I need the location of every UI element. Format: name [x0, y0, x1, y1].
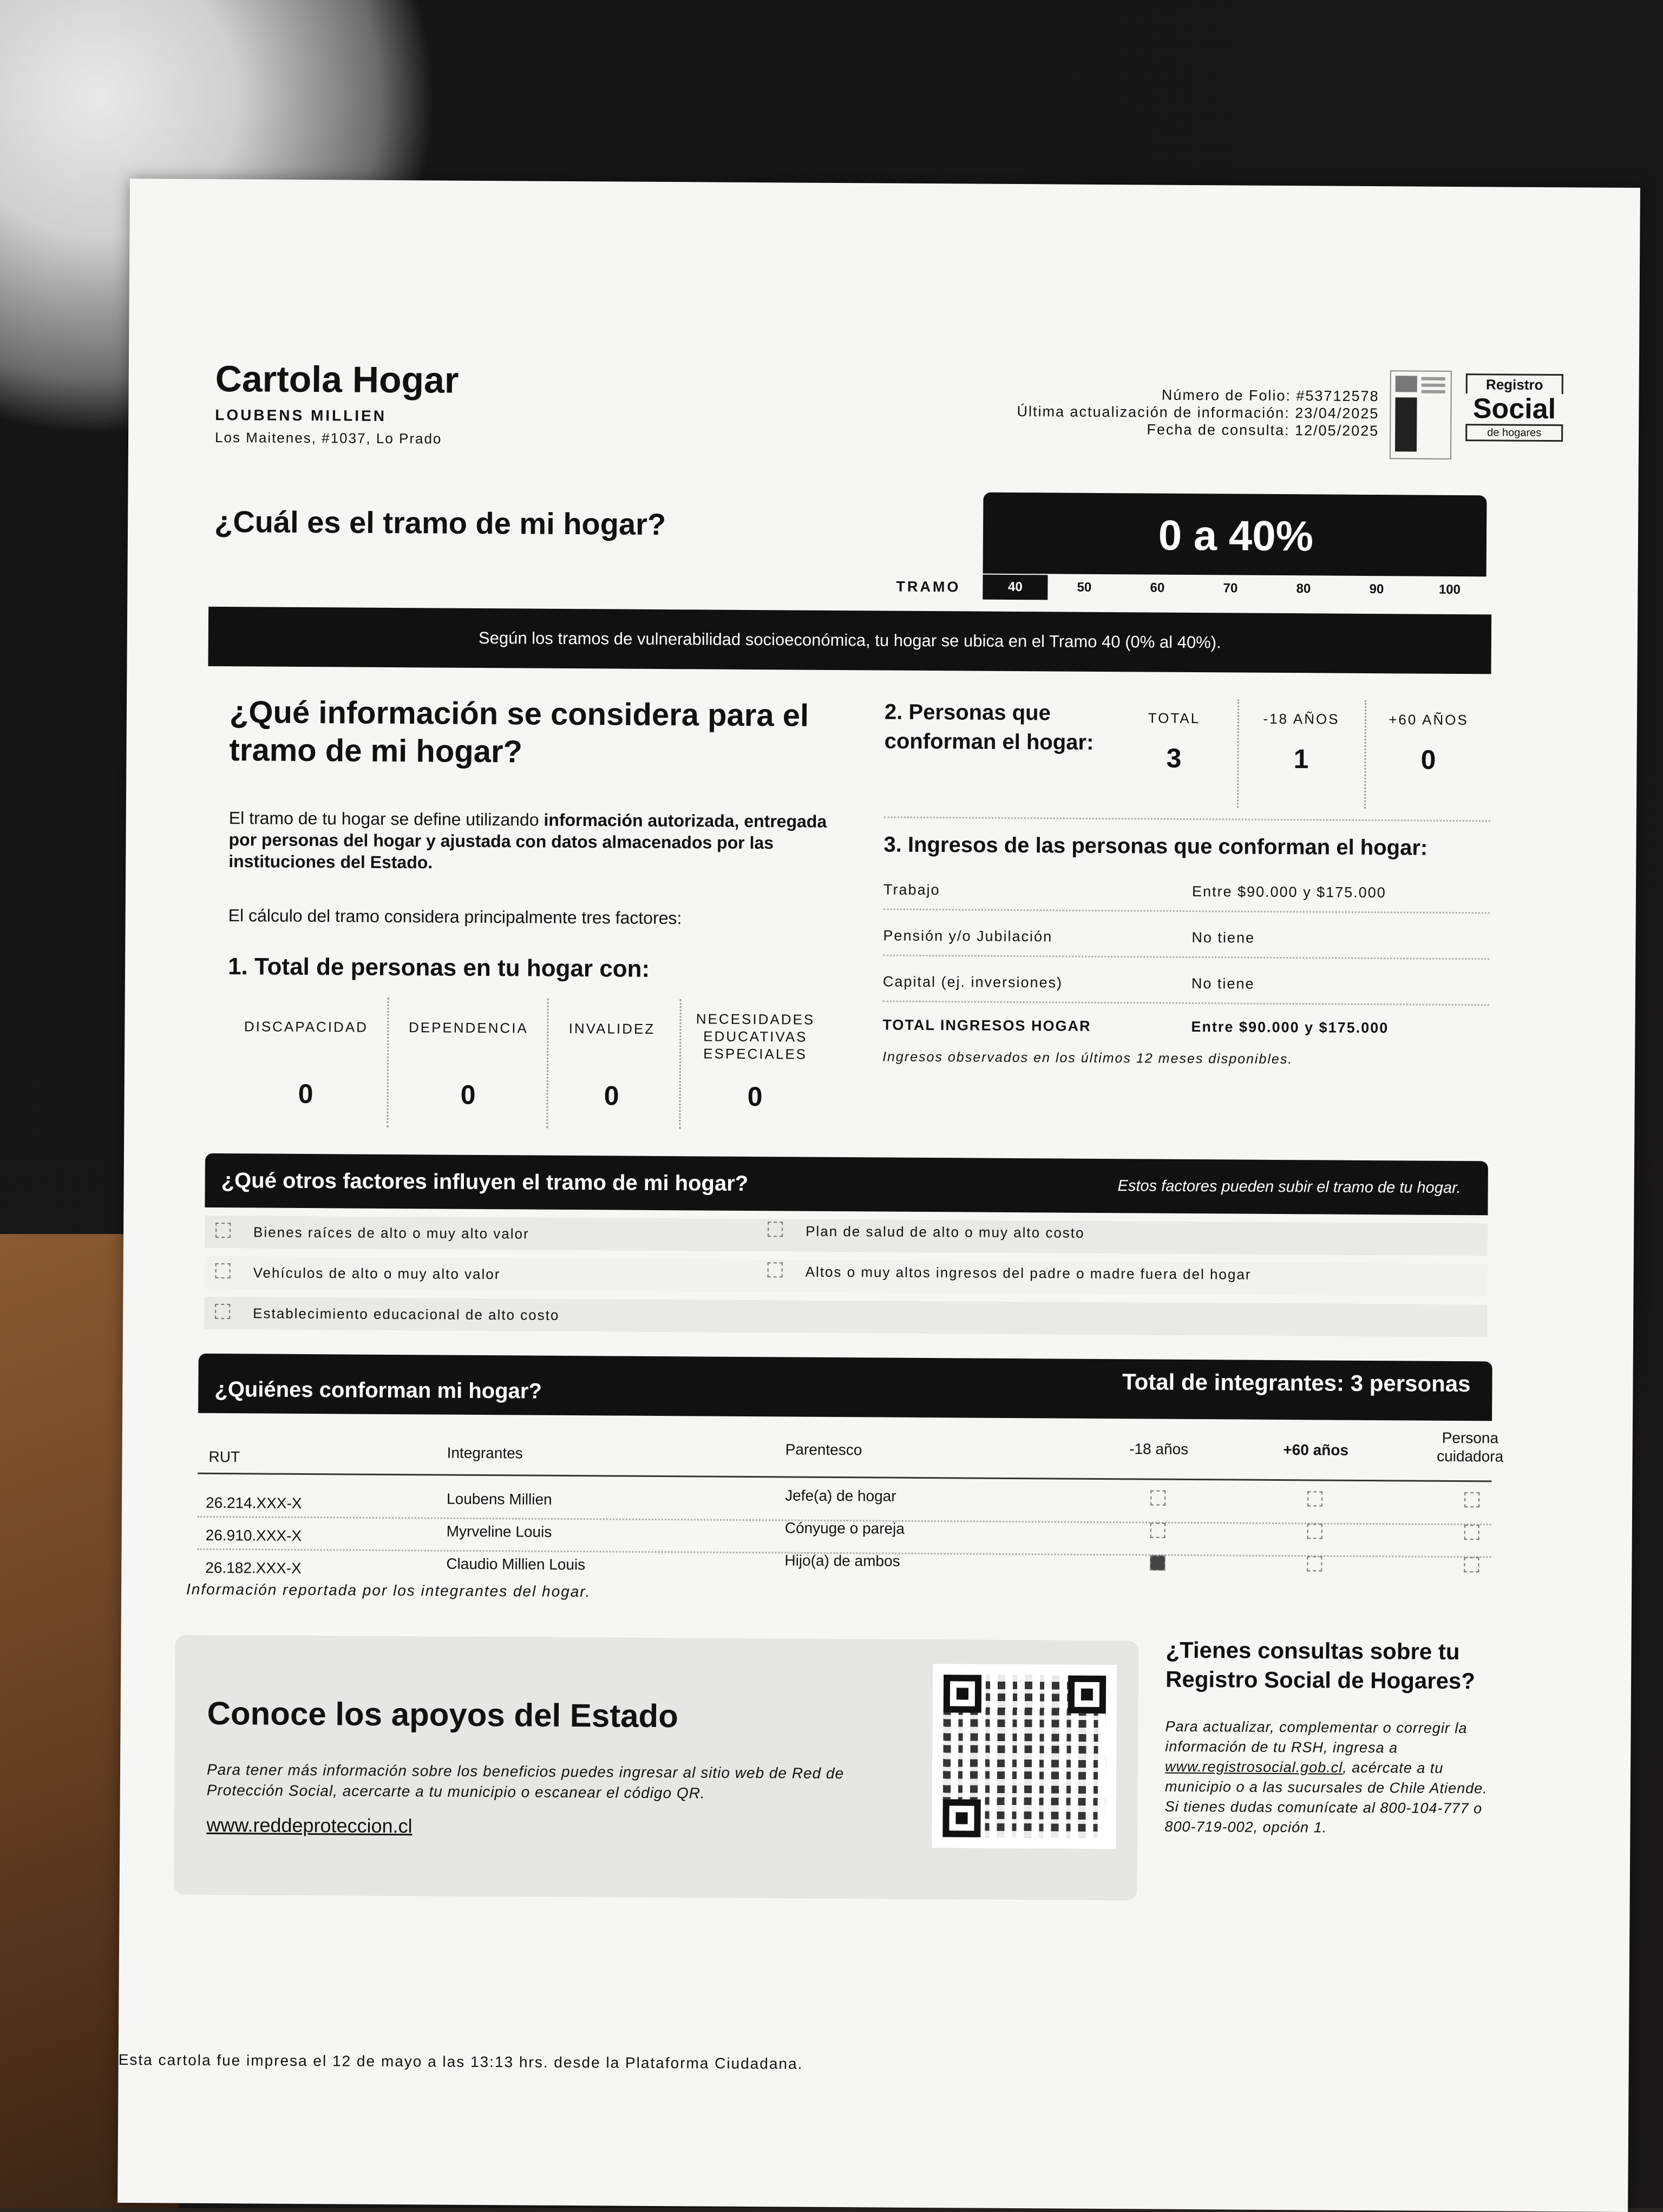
tramo-scale-90: 90 — [1369, 582, 1384, 597]
ingreso-total-label: TOTAL INGRESOS HOGAR — [882, 1016, 1091, 1034]
factor-educacional-label: Establecimiento educacional de alto costo — [253, 1305, 560, 1323]
col-integrantes: Integrantes — [447, 1444, 523, 1462]
info-paragraph-1: El tramo de tu hogar se define utilizando información autorizada, entregada por personas del hogar y ajustada con datos almacenados por las instituciones del Estado. — [228, 808, 827, 872]
cond-value-invalidez: 0 — [604, 1080, 619, 1111]
personas-title: 2. Personas que conforman el hogar: — [884, 700, 1094, 754]
integrantes-title: ¿Quiénes conforman mi hogar? — [214, 1377, 542, 1403]
ingresos-table — [882, 881, 1490, 1067]
tramo-result-box — [983, 493, 1487, 577]
factor-bienes-checkbox — [215, 1223, 231, 1238]
query-date: Fecha de consulta: 12/05/2025 — [1147, 421, 1379, 439]
personas-label-menores: -18 AÑOS — [1263, 710, 1340, 727]
document-title: Cartola Hogar — [215, 358, 459, 401]
personas-value-total: 3 — [1166, 743, 1182, 773]
cond-label-discapacidad: DISCAPACIDAD — [244, 1018, 369, 1035]
factor-bienes-label: Bienes raíces de alto o muy alto valor — [253, 1224, 529, 1242]
col-rut: RUT — [208, 1448, 240, 1466]
apoyos-link[interactable]: www.reddeproteccion.cl — [206, 1813, 413, 1837]
personas-value-mayores: 0 — [1420, 744, 1436, 775]
row2-rut: 26.910.XXX-X — [205, 1526, 302, 1544]
factor-salud-label: Plan de salud de alto o muy alto costo — [806, 1223, 1085, 1241]
factor-ingresos-padre-label: Altos o muy altos ingresos del padre o madre fuera del hogar — [805, 1263, 1252, 1283]
tramo-value: 0 a 40% — [1158, 511, 1314, 560]
ingreso-capital-label: Capital (ej. inversiones) — [882, 973, 1063, 991]
household-head-name: LOUBENS MILLIEN — [215, 406, 387, 424]
tramo-scale-80: 80 — [1296, 581, 1311, 596]
col-parentesco: Parentesco — [785, 1441, 862, 1459]
tramo-scale — [983, 575, 1486, 603]
integrantes-header — [198, 1354, 1492, 1421]
cond-value-dependencia: 0 — [460, 1079, 476, 1110]
integrantes-total: Total de integrantes: 3 personas — [1122, 1369, 1471, 1397]
ingresos-note: Ingresos observados en los últimos 12 meses disponibles. — [882, 1049, 1293, 1067]
tramo-banner: Según los tramos de vulnerabilidad socioeconómica, tu hogar se ubica en el Tramo 40 (0% al 40%). — [208, 607, 1491, 674]
last-update: Última actualización de información: 23/04/2025 — [1017, 403, 1379, 422]
tramo-scale-100: 100 — [1438, 582, 1461, 598]
household-address: Los Maitenes, #1037, Lo Prado — [214, 429, 442, 447]
cond-label-invalidez: INVALIDEZ — [568, 1020, 656, 1037]
col-mayores: +60 años — [1283, 1441, 1349, 1459]
conditions-grid — [227, 996, 861, 1130]
row3-name: Claudio Millien Louis — [446, 1555, 586, 1573]
factor-educacional-checkbox — [215, 1304, 230, 1319]
row2-rel: Cónyuge o pareja — [784, 1519, 905, 1537]
factor-vehiculos-label: Vehículos de alto o muy alto valor — [253, 1264, 501, 1283]
ingreso-pension-value: No tiene — [1191, 929, 1255, 946]
folio-number: Número de Folio: #53712578 — [1161, 386, 1379, 405]
cond-label-necesidades: NECESIDADES EDUCATIVAS ESPECIALES — [696, 1010, 815, 1062]
row2-menores-checkbox — [1150, 1523, 1166, 1538]
factores-title: ¿Qué otros factores influyen el tramo de mi hogar? — [221, 1169, 749, 1196]
factor-salud-checkbox — [768, 1222, 783, 1237]
document-page — [117, 179, 1640, 2212]
cond-value-necesidades: 0 — [747, 1081, 763, 1112]
factores-subtitle: Estos factores pueden subir el tramo de tu hogar. — [1117, 1177, 1461, 1197]
cond-value-discapacidad: 0 — [298, 1078, 313, 1110]
personas-grid — [1111, 710, 1491, 809]
personas-value-menores: 1 — [1293, 744, 1309, 774]
info-question: ¿Qué información se considera para el tramo de mi hogar? — [229, 694, 809, 770]
row2-cuidadora-checkbox — [1464, 1525, 1479, 1540]
header-meta — [778, 384, 1379, 439]
row1-rut: 26.214.XXX-X — [205, 1494, 302, 1512]
consultas-text: Para actualizar, complementar o corregir la información de tu RSH, ingresa a www.registrosocial.gob.cl, acércate a tu municipio o a las sucursales de Chile Atiende. Si tienes dudas comunícate al 800-104-777 o 800-719-002, opción 1. — [1164, 1718, 1488, 1836]
row1-name: Loubens Millien — [447, 1490, 552, 1508]
ingresos-title: 3. Ingresos de las personas que conforman el hogar: — [883, 832, 1428, 860]
qr-code-icon[interactable] — [932, 1664, 1117, 1849]
apoyos-text: Para tener más información sobre los beneficios puedes ingresar al sitio web de Red de Protección Social, acercarte a tu municipio o escanear el código QR. — [206, 1761, 844, 1802]
registro-social-logo: Registro Social de hogares — [1465, 373, 1563, 450]
row2-name: Myrveline Louis — [446, 1522, 552, 1540]
col-cuidadora: Persona cuidadora — [1437, 1429, 1504, 1465]
integrantes-table — [197, 1419, 1504, 1605]
row2-mayores-checkbox — [1307, 1524, 1322, 1539]
personas-label-mayores: +60 AÑOS — [1389, 711, 1469, 728]
col-menores: -18 años — [1129, 1440, 1189, 1458]
tramo-question: ¿Cuál es el tramo de mi hogar? — [214, 504, 666, 542]
row3-mayores-checkbox — [1307, 1556, 1322, 1571]
tramo-scale-50: 50 — [1077, 580, 1092, 595]
ingreso-total-value: Entre $90.000 y $175.000 — [1191, 1019, 1389, 1036]
row3-cuidadora-checkbox — [1464, 1557, 1479, 1572]
row1-menores-checkbox — [1150, 1491, 1166, 1506]
apoyos-title: Conoce los apoyos del Estado — [207, 1695, 679, 1735]
row1-cuidadora-checkbox — [1464, 1492, 1479, 1507]
personas-label-total: TOTAL — [1148, 710, 1201, 727]
ingreso-capital-value: No tiene — [1191, 975, 1255, 992]
print-footer: Esta cartola fue impresa el 12 de mayo a las 13:13 hrs. desde la Plataforma Ciudadana. — [118, 2051, 803, 2072]
tramo-scale-60: 60 — [1150, 580, 1165, 595]
cond-label-dependencia: DEPENDENCIA — [408, 1019, 528, 1036]
row1-rel: Jefe(a) de hogar — [785, 1487, 896, 1505]
section-1-title: 1. Total de personas en tu hogar con: — [227, 953, 650, 982]
tramo-scale-label: TRAMO — [896, 578, 961, 595]
consultas-link[interactable]: www.registrosocial.gob.cl — [1165, 1758, 1343, 1776]
info-paragraph-2: El cálculo del tramo considera principalmente tres factores: — [228, 905, 682, 928]
ingreso-pension-label: Pensión y/o Jubilación — [883, 927, 1053, 945]
factor-ingresos-padre-checkbox — [768, 1262, 783, 1277]
row3-menores-checkbox-checked — [1150, 1555, 1165, 1571]
factores-header — [205, 1153, 1488, 1215]
row3-rut: 26.182.XXX-X — [205, 1559, 302, 1577]
integrantes-note: Información reportada por los integrantes del hogar. — [186, 1580, 591, 1600]
ingreso-trabajo-value: Entre $90.000 y $175.000 — [1191, 883, 1386, 901]
ingreso-trabajo-label: Trabajo — [883, 881, 940, 898]
government-seal-icon — [1390, 370, 1452, 460]
apoyos-box — [174, 1635, 1139, 1901]
tramo-scale-40: 40 — [983, 575, 1047, 600]
consultas-title: ¿Tienes consultas sobre tu Registro Social de Hogares? — [1165, 1637, 1476, 1694]
tramo-scale-70: 70 — [1223, 581, 1238, 596]
row1-mayores-checkbox — [1307, 1491, 1322, 1506]
factor-vehiculos-checkbox — [215, 1263, 231, 1278]
row3-rel: Hijo(a) de ambos — [784, 1552, 900, 1570]
